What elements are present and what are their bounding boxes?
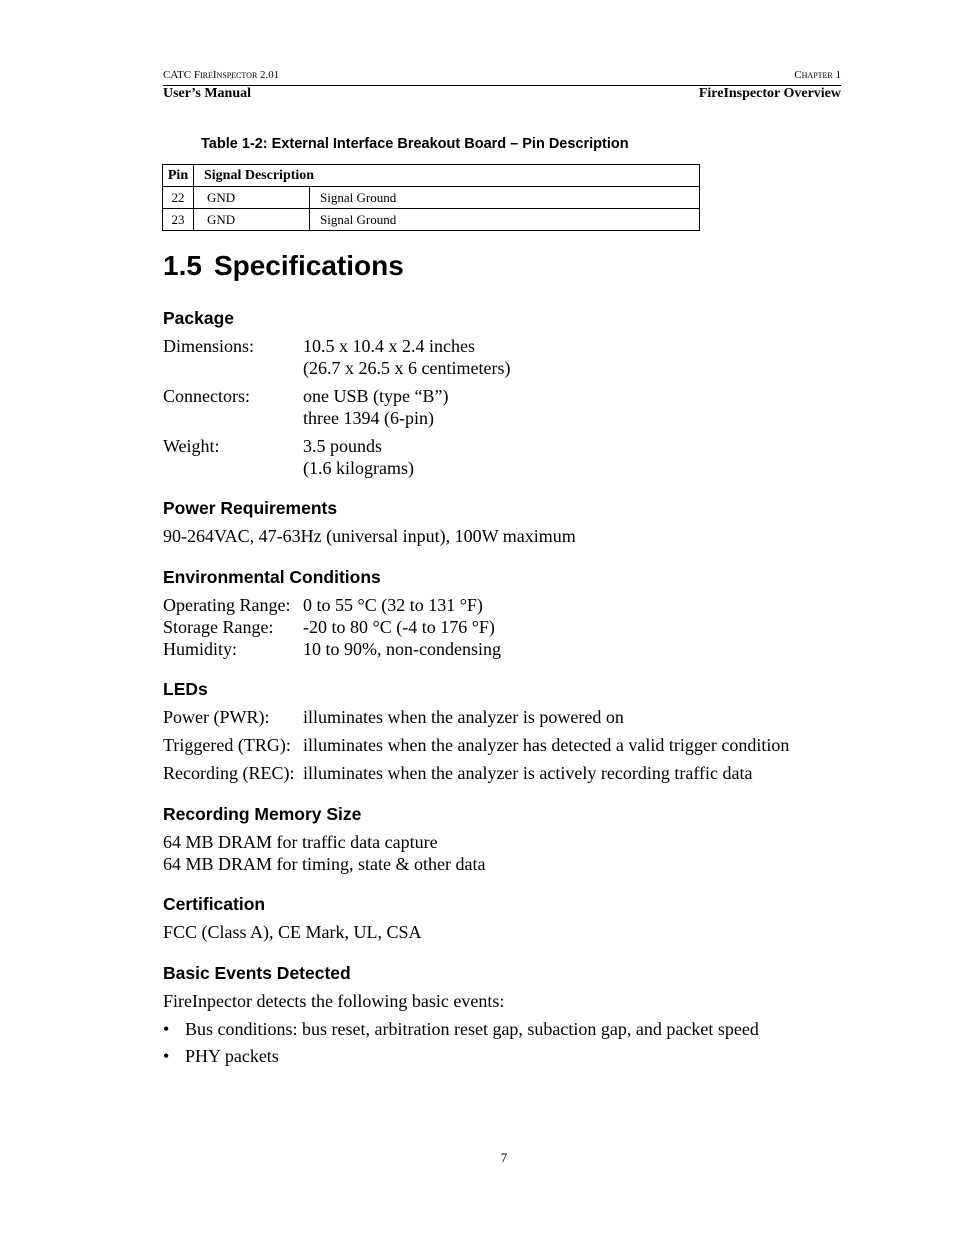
weight-value: 3.5 pounds bbox=[303, 436, 383, 456]
section-heading bbox=[163, 250, 404, 282]
humidity-label: Humidity: bbox=[163, 639, 238, 659]
list-item bbox=[163, 1019, 759, 1040]
table-cell: Signal Ground bbox=[310, 187, 700, 209]
weight-label: Weight: bbox=[163, 436, 220, 456]
dimensions-metric: (26.7 x 26.5 x 6 centimeters) bbox=[303, 358, 511, 378]
events-heading: Basic Events Detected bbox=[163, 963, 351, 983]
certification-heading: Certification bbox=[163, 894, 266, 914]
operating-range-label: Operating Range: bbox=[163, 595, 291, 615]
column-header-pin: Pin bbox=[163, 165, 194, 187]
table-caption: Table 1-2: External Interface Breakout Board – Pin Description bbox=[201, 136, 629, 152]
memory-heading: Recording Memory Size bbox=[163, 804, 362, 824]
list-item-text: PHY packets bbox=[185, 1046, 279, 1066]
connectors-usb: one USB (type “B”) bbox=[303, 386, 449, 406]
memory-line-traffic: 64 MB DRAM for traffic data capture bbox=[163, 832, 438, 852]
power-text: 90-264VAC, 47-63Hz (universal input), 100W maximum bbox=[163, 526, 576, 546]
weight-metric: (1.6 kilograms) bbox=[303, 458, 414, 478]
certification-text: FCC (Class A), CE Mark, UL, CSA bbox=[163, 922, 422, 942]
dimensions-value: 10.5 x 10.4 x 2.4 inches bbox=[303, 336, 475, 356]
section-number: 1.5 bbox=[163, 250, 202, 281]
bullet-icon: • bbox=[163, 1019, 170, 1039]
dimensions-label: Dimensions: bbox=[163, 336, 255, 356]
table-cell: 23 bbox=[163, 209, 194, 231]
section-title: Specifications bbox=[213, 250, 404, 281]
environment-heading: Environmental Conditions bbox=[163, 567, 381, 587]
led-rec-label: Recording (REC): bbox=[163, 763, 295, 783]
led-pwr-label: Power (PWR): bbox=[163, 707, 270, 727]
leds-heading: LEDs bbox=[163, 679, 208, 699]
storage-range-label: Storage Range: bbox=[163, 617, 274, 637]
led-pwr-value: illuminates when the analyzer is powered on bbox=[303, 707, 624, 727]
table-row bbox=[163, 209, 700, 231]
package-heading: Package bbox=[163, 308, 235, 328]
bullet-icon: • bbox=[163, 1046, 170, 1066]
running-header-bottom bbox=[163, 86, 841, 102]
humidity-value: 10 to 90%, non-condensing bbox=[303, 639, 501, 659]
operating-range-value: 0 to 55 °C (32 to 131 °F) bbox=[303, 595, 483, 615]
table-cell: GND bbox=[194, 209, 310, 231]
table-cell: 22 bbox=[163, 187, 194, 209]
led-trg-label: Triggered (TRG): bbox=[163, 735, 291, 755]
led-rec-value: illuminates when the analyzer is actively recording traffic data bbox=[303, 763, 753, 783]
memory-line-timing: 64 MB DRAM for timing, state & other data bbox=[163, 854, 486, 874]
connectors-1394: three 1394 (6-pin) bbox=[303, 408, 434, 428]
list-item-text: Bus conditions: bus reset, arbitration reset gap, subaction gap, and packet speed bbox=[185, 1019, 759, 1039]
led-trg-value: illuminates when the analyzer has detected a valid trigger condition bbox=[303, 735, 790, 755]
events-intro: FireInpector detects the following basic events: bbox=[163, 991, 505, 1011]
table-header-row bbox=[163, 165, 700, 187]
list-item bbox=[163, 1046, 279, 1067]
table-cell: Signal Ground bbox=[310, 209, 700, 231]
pin-description-table bbox=[162, 164, 700, 231]
header-product: CATC FireInspector 2.01 bbox=[163, 69, 280, 81]
storage-range-value: -20 to 80 °C (-4 to 176 °F) bbox=[303, 617, 495, 637]
page-number: 7 bbox=[500, 1150, 508, 1165]
running-header-top bbox=[163, 69, 841, 81]
column-header-signal: Signal Description bbox=[194, 165, 700, 187]
power-heading: Power Requirements bbox=[163, 498, 338, 518]
table-row bbox=[163, 187, 700, 209]
connectors-label: Connectors: bbox=[163, 386, 250, 406]
header-chapter-title: FireInspector Overview bbox=[698, 86, 841, 101]
header-chapter: Chapter 1 bbox=[794, 69, 841, 81]
header-manual: User’s Manual bbox=[163, 86, 252, 101]
table-cell: GND bbox=[194, 187, 310, 209]
